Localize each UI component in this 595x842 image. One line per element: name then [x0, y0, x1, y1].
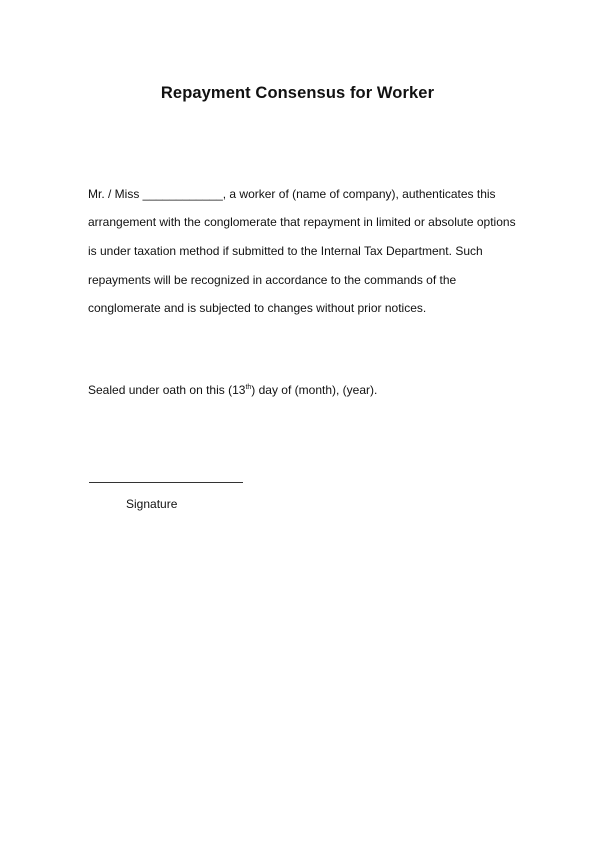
paragraph-line: repayments will be recognized in accordance to the commands of the — [88, 273, 457, 287]
paragraph-line: is under taxation method if submitted to the Internal Tax Department. Such — [88, 244, 483, 258]
paragraph-line: Mr. / Miss ____________, a worker of (name of company), authenticates this — [88, 187, 496, 201]
ordinal-suffix: th — [245, 384, 252, 391]
document-title: Repayment Consensus for Worker — [160, 84, 435, 102]
paragraph-line: arrangement with the conglomerate that repayment in limited or absolute options — [88, 215, 516, 229]
sealed-text-after: ) day of (month), (year). — [251, 383, 378, 397]
paragraph-line: conglomerate and is subjected to changes without prior notices. — [88, 301, 427, 315]
signature-line — [89, 482, 243, 483]
sealed-text-before: Sealed under oath on this (13 — [88, 383, 246, 397]
sealed-statement — [88, 383, 377, 397]
signature-label: Signature — [126, 497, 178, 511]
